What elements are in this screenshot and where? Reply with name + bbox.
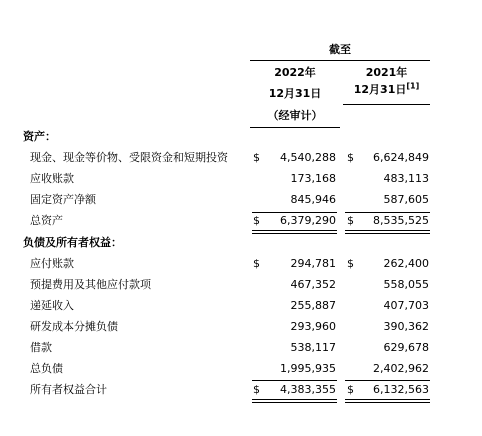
currency-symbol-2022: $ [253, 214, 260, 227]
col2-equity-double-rule [345, 399, 430, 403]
value-2022: 293,960 [290, 320, 336, 333]
col2-date: 12月31日 [353, 83, 407, 96]
row-label: 借款 [30, 341, 52, 354]
currency-symbol-2021: $ [347, 151, 354, 164]
value-2022: 294,781 [290, 257, 336, 270]
section-heading: 负债及所有者权益： [23, 236, 122, 249]
col1-liabilities-rule [252, 380, 337, 381]
row-label: 所有者权益合计 [30, 383, 107, 396]
currency-symbol-2022: $ [253, 383, 260, 396]
value-2022: 845,946 [290, 193, 336, 206]
col1-date: 12月31日 [268, 87, 322, 100]
row-label: 总资产 [30, 214, 63, 227]
currency-symbol-2022: $ [253, 257, 260, 270]
value-2022: 6,379,290 [280, 214, 336, 227]
value-2022: 467,352 [290, 278, 336, 291]
col2-subtotal-rule [345, 212, 430, 213]
value-2021: 407,703 [383, 299, 429, 312]
col1-header-rule [250, 127, 340, 128]
value-2022: 4,383,355 [280, 383, 336, 396]
row-label: 应收账款 [30, 172, 74, 185]
row-label: 总负债 [30, 362, 63, 375]
as-of-header: 截至 [329, 43, 351, 56]
col2-liabilities-rule [345, 380, 430, 381]
value-2021: 262,400 [383, 257, 429, 270]
value-2021: 390,362 [383, 320, 429, 333]
value-2021: 483,113 [383, 172, 429, 185]
col1-equity-double-rule [252, 399, 337, 403]
row-label: 预提费用及其他应付款项 [30, 278, 151, 291]
currency-symbol-2021: $ [347, 257, 354, 270]
col2-date-cell [343, 83, 430, 97]
value-2021: 558,055 [383, 278, 429, 291]
section-heading: 资产： [23, 130, 56, 143]
value-2021: 587,605 [383, 193, 429, 206]
value-2021: 6,132,563 [373, 383, 429, 396]
col1-total-assets-double-rule [252, 230, 337, 234]
value-2022: 255,887 [290, 299, 336, 312]
value-2021: 8,535,525 [373, 214, 429, 227]
value-2022: 1,995,935 [280, 362, 336, 375]
currency-symbol-2021: $ [347, 214, 354, 227]
value-2022: 538,117 [290, 341, 336, 354]
value-2021: 2,402,962 [373, 362, 429, 375]
value-2021: 6,624,849 [373, 151, 429, 164]
currency-symbol-2022: $ [253, 151, 260, 164]
col1-subtotal-rule [252, 212, 337, 213]
row-label: 研发成本分摊负债 [30, 320, 118, 333]
col1-year: 2022年 [274, 66, 316, 79]
row-label: 递延收入 [30, 299, 74, 312]
col2-total-assets-double-rule [345, 230, 430, 234]
value-2021: 629,678 [383, 341, 429, 354]
row-label: 现金、现金等价物、受限资金和短期投资 [30, 151, 228, 164]
col2-header-rule [343, 104, 430, 105]
col2-footnote-marker: [1] [406, 81, 420, 91]
col1-audited-note: （经审计） [267, 109, 323, 122]
value-2022: 4,540,288 [280, 151, 336, 164]
row-label: 固定资产净额 [30, 193, 96, 206]
row-label: 应付账款 [30, 257, 74, 270]
header-rule [250, 60, 430, 61]
currency-symbol-2021: $ [347, 383, 354, 396]
col2-year: 2021年 [365, 66, 408, 79]
value-2022: 173,168 [290, 172, 336, 185]
